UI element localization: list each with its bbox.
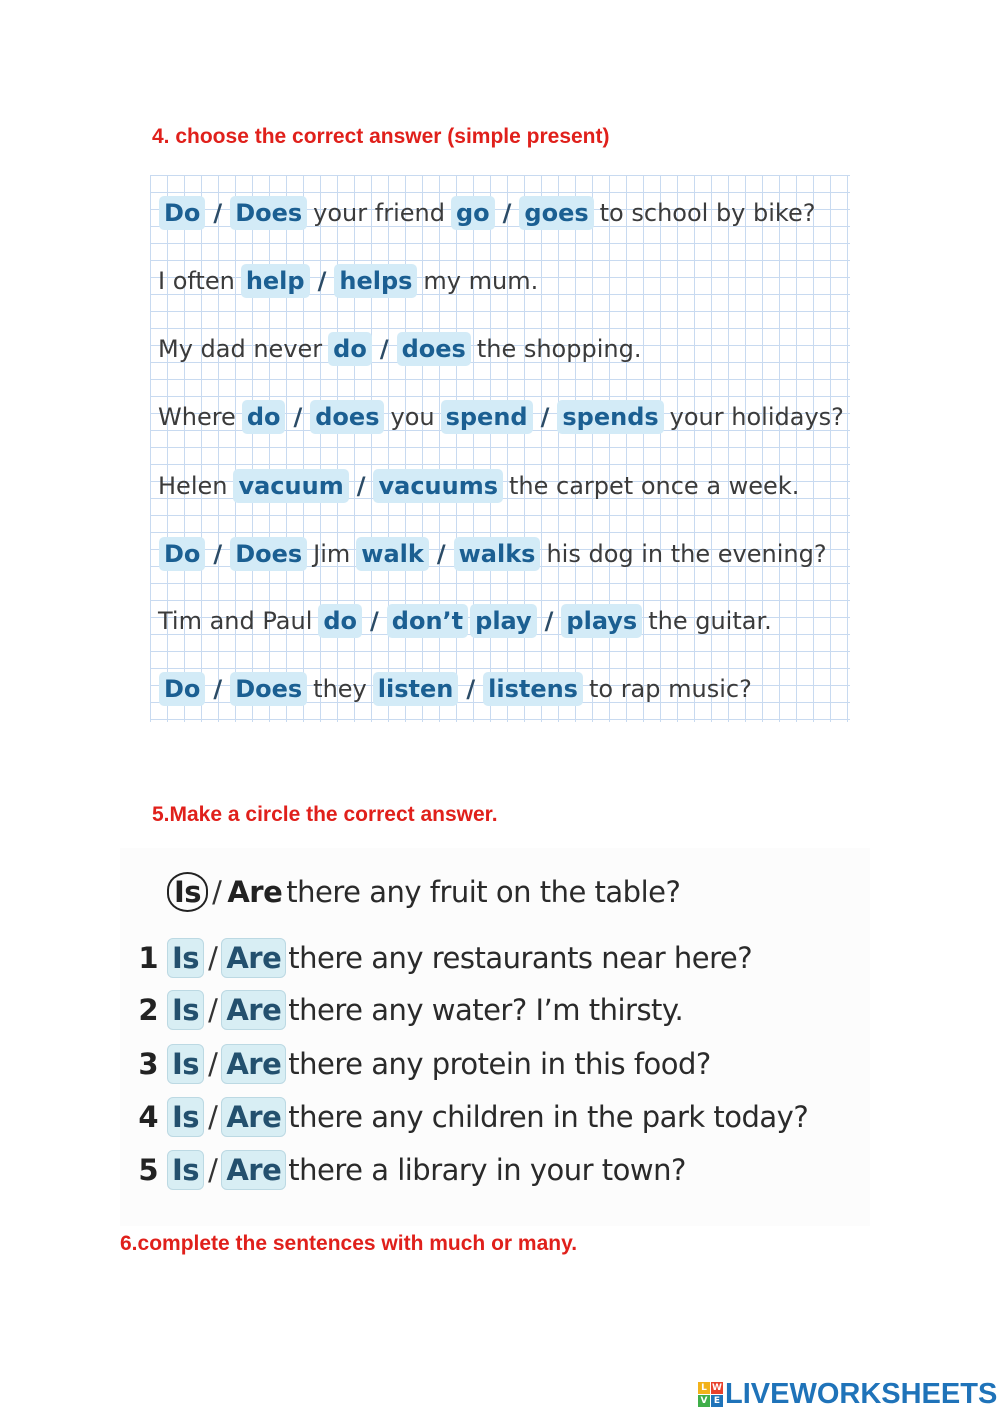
sentence-text: my mum.	[423, 267, 539, 295]
slash: /	[436, 540, 446, 568]
sentence-text: to school by bike?	[599, 199, 816, 227]
slash: /	[466, 675, 476, 703]
option-are[interactable]: Are	[221, 1097, 286, 1137]
answer-option[interactable]: does	[310, 400, 384, 434]
slash: /	[540, 403, 550, 431]
answer-option[interactable]: goes	[519, 196, 593, 230]
exercise-5-panel	[120, 848, 870, 1226]
question-row	[120, 1040, 711, 1088]
slash: /	[208, 1047, 218, 1081]
answer-option[interactable]: helps	[334, 264, 417, 298]
slash: /	[502, 199, 512, 227]
answer-option[interactable]: Do	[159, 196, 205, 230]
logo-mark-tile: E	[711, 1395, 723, 1407]
sentence-row	[158, 191, 820, 235]
slash: /	[379, 335, 389, 363]
slash: /	[208, 941, 218, 975]
sentence-text: there any water? I’m thirsty.	[288, 993, 684, 1027]
logo-mark-tile: L	[698, 1382, 710, 1394]
answer-option[interactable]: don’t	[387, 604, 468, 638]
answer-option[interactable]: vacuums	[373, 469, 503, 503]
question-number: 1	[138, 941, 158, 975]
slash: /	[208, 993, 218, 1027]
sentence-row	[158, 667, 757, 711]
option-is[interactable]: Is	[167, 1150, 204, 1190]
answer-option[interactable]: vacuum	[233, 469, 348, 503]
sentence-text: there any protein in this food?	[288, 1047, 711, 1081]
answer-option[interactable]: do	[318, 604, 362, 638]
sentence-text: My dad never	[158, 335, 323, 363]
answer-option[interactable]: Do	[159, 537, 205, 571]
option-is[interactable]: Is	[167, 1097, 204, 1137]
liveworksheets-logo	[698, 1377, 997, 1411]
question-row	[120, 934, 752, 982]
slash: /	[212, 875, 222, 909]
logo-mark-tile: W	[712, 1382, 722, 1393]
answer-option[interactable]: Does	[230, 672, 307, 706]
question-row	[120, 1146, 686, 1194]
question-number: 5	[138, 1153, 158, 1187]
logo-mark-tile: V	[698, 1395, 710, 1407]
sentence-text: there any fruit on the table?	[286, 875, 681, 909]
question-row	[120, 1093, 808, 1141]
sentence-text: Jim	[313, 540, 351, 568]
question-number: 4	[138, 1100, 158, 1134]
slash: /	[370, 607, 379, 635]
option-are[interactable]: Are	[221, 1044, 286, 1084]
sentence-text: the shopping.	[476, 335, 642, 363]
slash: /	[317, 267, 327, 295]
option-is[interactable]: Is	[167, 938, 204, 978]
question-number: 2	[138, 993, 158, 1027]
example-are: Are	[227, 875, 283, 909]
sentence-text: there any children in the park today?	[288, 1100, 809, 1134]
slash: /	[356, 472, 366, 500]
slash: /	[544, 607, 554, 635]
answer-option[interactable]: walks	[454, 537, 541, 571]
answer-option[interactable]: does	[397, 332, 471, 366]
option-are[interactable]: Are	[221, 990, 286, 1030]
sentence-text: there any restaurants near here?	[288, 941, 753, 975]
option-are[interactable]: Are	[221, 938, 286, 978]
slash: /	[208, 1153, 218, 1187]
sentence-text: Tim and Paul	[158, 607, 313, 635]
example-row	[167, 868, 680, 916]
answer-option[interactable]: spend	[441, 400, 533, 434]
answer-option[interactable]: Do	[159, 672, 205, 706]
slash: /	[213, 540, 223, 568]
sentence-row	[158, 395, 849, 439]
exercise-6-heading: 6.complete the sentences with much or many.	[120, 1232, 578, 1255]
sentence-text: they	[313, 675, 367, 703]
answer-option[interactable]: walk	[356, 537, 429, 571]
answer-option[interactable]: help	[241, 264, 310, 298]
sentence-row	[158, 259, 543, 303]
answer-option[interactable]: do	[242, 400, 286, 434]
exercise-4-grid	[150, 175, 850, 722]
slash: /	[208, 1100, 218, 1134]
option-is[interactable]: Is	[167, 990, 204, 1030]
answer-option[interactable]: listens	[483, 672, 583, 706]
question-number: 3	[138, 1047, 158, 1081]
logo-mark-icon	[698, 1382, 723, 1407]
sentence-text: Helen	[158, 472, 228, 500]
sentence-text: I often	[158, 267, 235, 295]
sentence-row	[158, 599, 777, 643]
sentence-text: you	[390, 403, 435, 431]
sentence-text: the carpet once a week.	[509, 472, 800, 500]
slash: /	[213, 675, 223, 703]
answer-option[interactable]: do	[328, 332, 372, 366]
sentence-row	[158, 464, 804, 508]
sentence-text: there a library in your town?	[288, 1153, 686, 1187]
answer-option[interactable]: go	[451, 196, 495, 230]
option-is[interactable]: Is	[167, 1044, 204, 1084]
answer-option[interactable]: spends	[557, 400, 663, 434]
answer-option[interactable]: Does	[230, 196, 307, 230]
example-is-circled: Is	[167, 872, 208, 912]
logo-text: LIVEWORKSHEETS	[725, 1377, 998, 1410]
sentence-text: the guitar.	[648, 607, 772, 635]
sentence-text: to rap music?	[588, 675, 752, 703]
answer-option[interactable]: Does	[230, 537, 307, 571]
option-are[interactable]: Are	[221, 1150, 286, 1190]
slash: /	[293, 403, 303, 431]
question-row	[120, 986, 683, 1034]
sentence-text: your friend	[313, 199, 445, 227]
slash: /	[213, 199, 223, 227]
exercise-4-heading: 4. choose the correct answer (simple present)	[152, 125, 610, 148]
sentence-row	[158, 532, 832, 576]
answer-option[interactable]: play	[470, 604, 537, 638]
answer-option[interactable]: listen	[373, 672, 459, 706]
sentence-text: your holidays?	[669, 403, 844, 431]
sentence-row	[158, 327, 646, 371]
answer-option[interactable]: plays	[561, 604, 642, 638]
sentence-text: his dog in the evening?	[546, 540, 827, 568]
sentence-text: Where	[158, 403, 236, 431]
exercise-5-heading: 5.Make a circle the correct answer.	[152, 803, 498, 826]
